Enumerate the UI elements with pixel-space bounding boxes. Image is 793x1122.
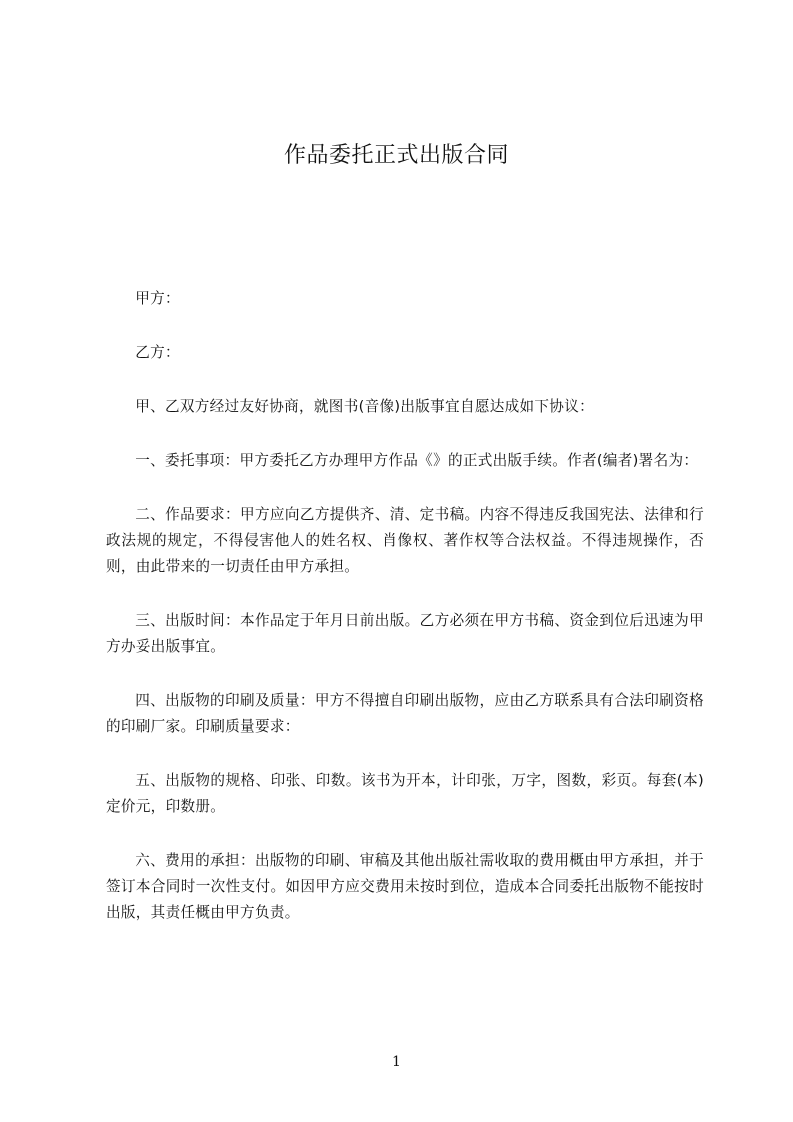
party-a-line: 甲方： xyxy=(135,290,180,307)
clause-4-printing-quality: 四、出版物的印刷及质量：甲方不得擅自印刷出版物，应由乙方联系具有合法印刷资格的印刷厂家。印刷质量要求： xyxy=(106,692,704,735)
contract-body xyxy=(106,286,704,954)
clause-5-specifications: 五、出版物的规格、印张、印数。该书为开本，计印张，万字，图数，彩页。每套(本)定价元，印数册。 xyxy=(106,772,704,815)
clause-6-costs: 六、费用的承担：出版物的印刷、审稿及其他出版社需收取的费用概由甲方承担，并于签订本合同时一次性支付。如因甲方应交费用未按时到位，造成本合同委托出版物不能按时出版，其责任概由甲方负责。 xyxy=(106,852,704,921)
clause-2-work-requirements: 二、作品要求：甲方应向乙方提供齐、清、定书稿。内容不得违反我国宪法、法律和行政法规的规定，不得侵害他人的姓名权、肖像权、著作权等合法权益。不得违规操作，否则，由此带来的一切责任由甲方承担。 xyxy=(106,506,704,575)
clause-3-publication-time: 三、出版时间：本作品定于年月日前出版。乙方必须在甲方书稿、资金到位后迅速为甲方办妥出版事宜。 xyxy=(106,612,704,655)
document-title: 作品委托正式出版合同 xyxy=(283,143,509,168)
agreement-intro: 甲、乙双方经过友好协商，就图书(音像)出版事宜自愿达成如下协议： xyxy=(135,398,594,415)
page-number: 1 xyxy=(392,1054,401,1070)
clause-1-entrusted-matters: 一、委托事项：甲方委托乙方办理甲方作品《》的正式出版手续。作者(编者)署名为： xyxy=(135,452,699,469)
party-b-line: 乙方： xyxy=(135,344,180,361)
